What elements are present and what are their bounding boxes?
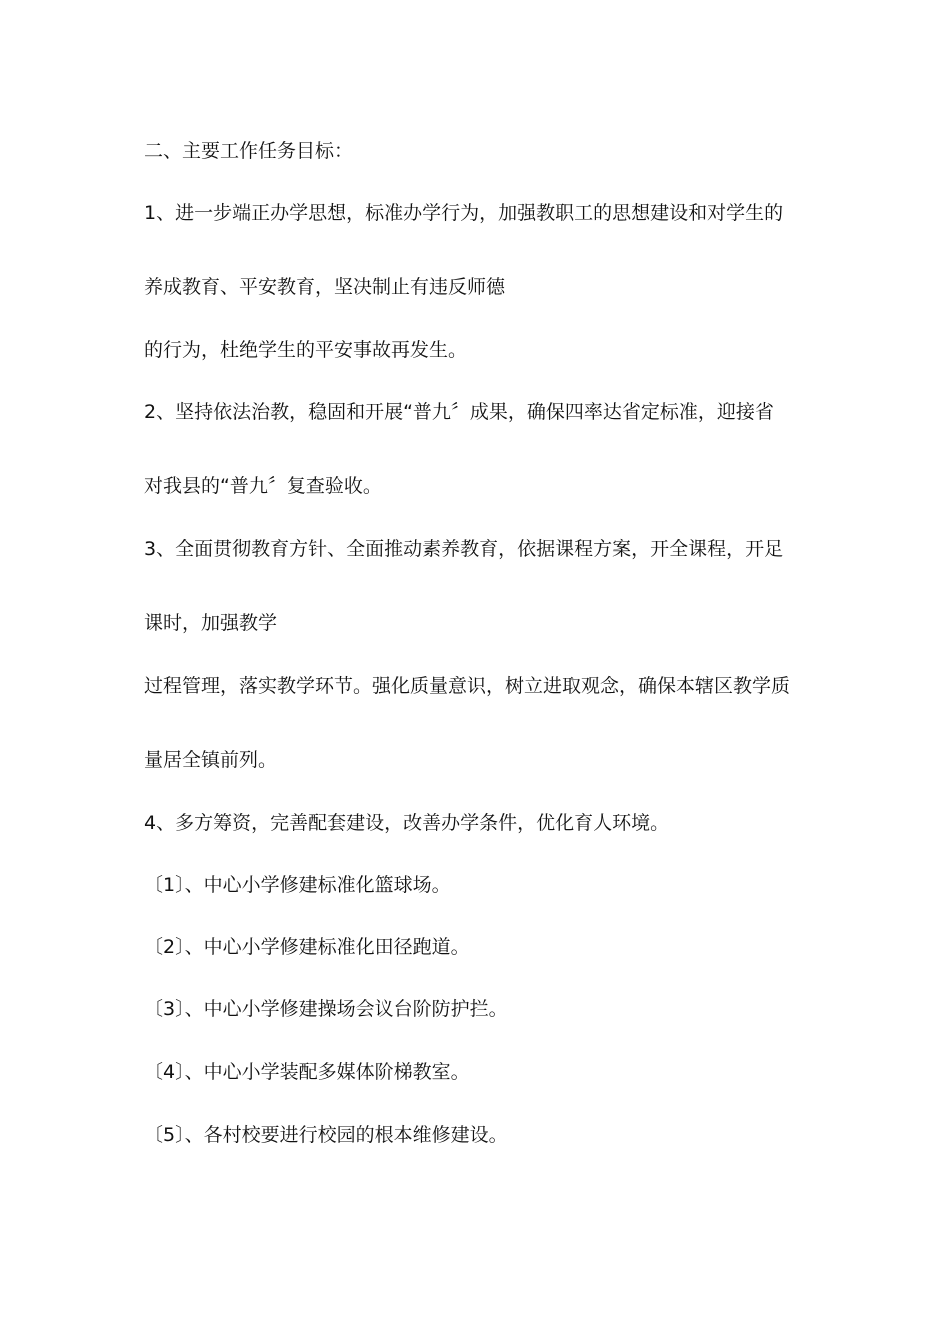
list-item: 〔2〕、中心小学修建标准化田径跑道。 (144, 936, 470, 958)
paragraph-line: 过程管理，落实教学环节。强化质量意识，树立进取观念，确保本辖区教学质 (144, 675, 791, 697)
paragraph-line: 对我县的“普九〞复查验收。 (144, 475, 382, 497)
paragraph-line: 3、全面贯彻教育方针、全面推动素养教育，依据课程方案，开全课程，开足 (144, 538, 784, 560)
paragraph-line: 课时，加强教学 (144, 612, 278, 634)
paragraph-line: 2、坚持依法治教，稳固和开展“普九〞成果，确保四率达省定标准，迎接省 (144, 401, 774, 423)
paragraph-line: 1、进一步端正办学思想，标准办学行为，加强教职工的思想建设和对学生的 (144, 202, 784, 224)
paragraph-line: 量居全镇前列。 (144, 749, 278, 771)
paragraph-line: 养成教育、平安教育，坚决制止有违反师德 (144, 276, 506, 298)
list-item: 〔4〕、中心小学装配多媒体阶梯教室。 (144, 1061, 470, 1083)
list-item: 〔3〕、中心小学修建操场会议台阶防护拦。 (144, 998, 508, 1020)
list-item: 〔1〕、中心小学修建标准化篮球场。 (144, 874, 451, 896)
paragraph-line: 4、多方筹资，完善配套建设，改善办学条件，优化育人环境。 (144, 812, 670, 834)
list-item: 〔5〕、各村校要进行校园的根本维修建设。 (144, 1124, 508, 1146)
section-heading: 二、主要工作任务目标： (144, 140, 354, 162)
paragraph-line: 的行为，杜绝学生的平安事故再发生。 (144, 339, 468, 361)
